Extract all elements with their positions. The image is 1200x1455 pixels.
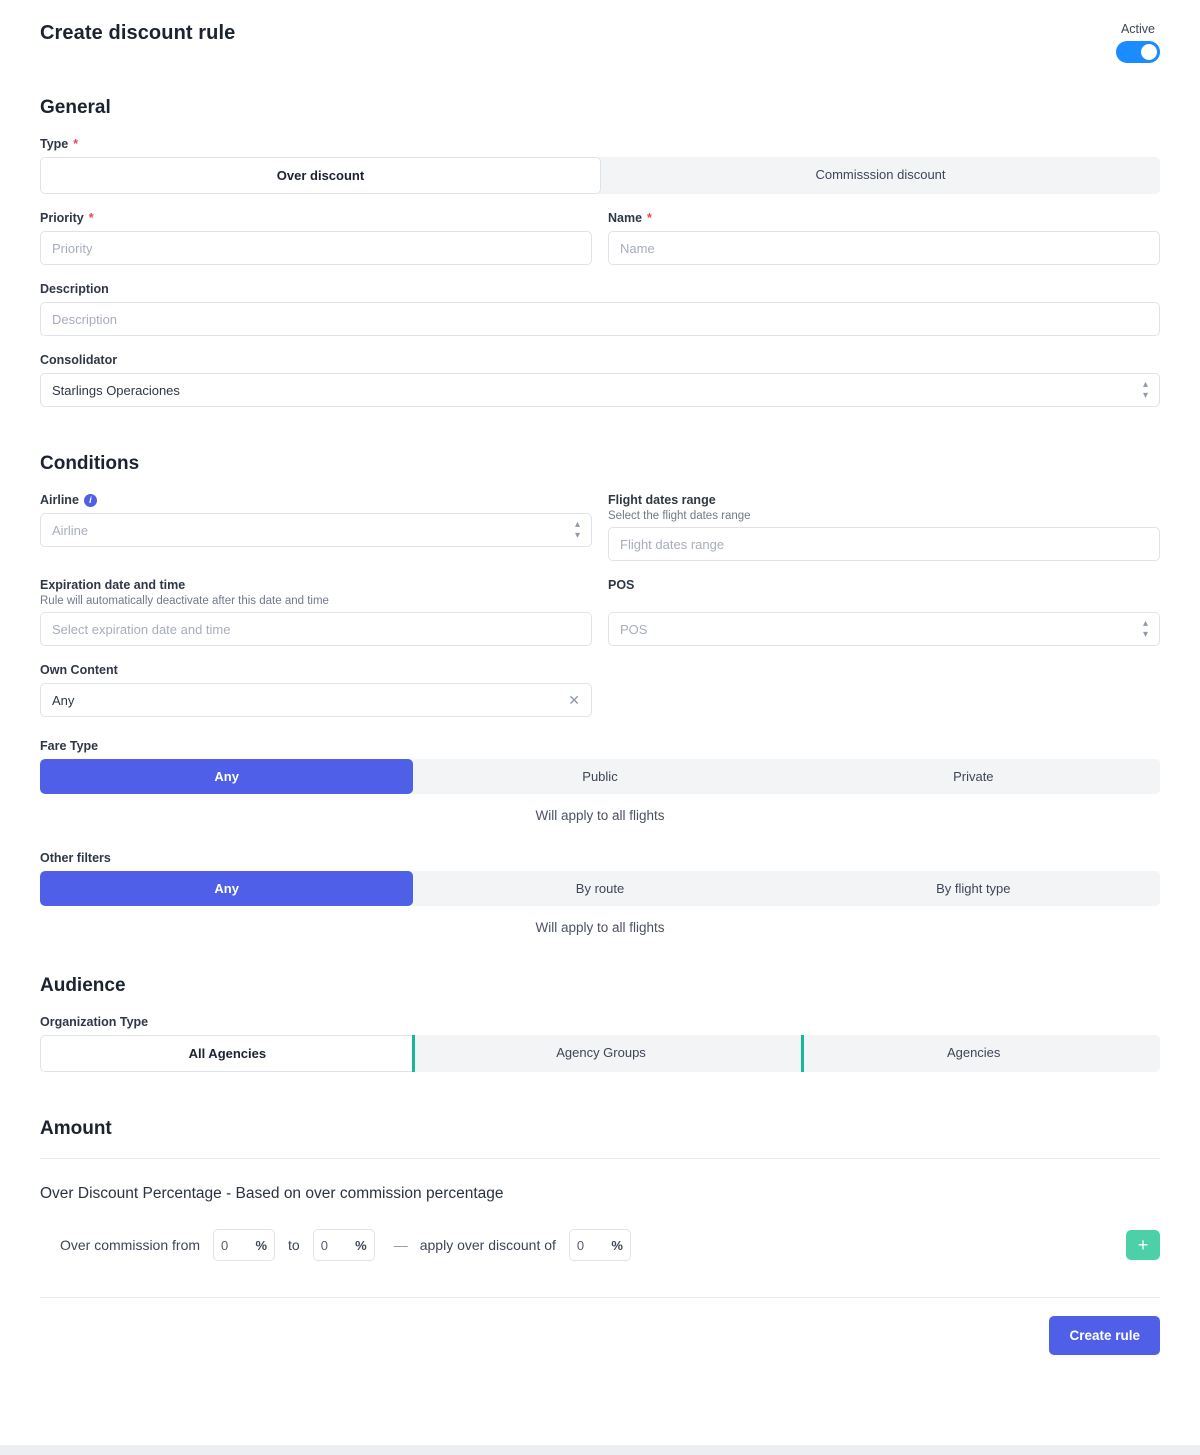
name-required-marker: * [647, 211, 652, 225]
fare-type-option-private[interactable]: Private [787, 759, 1160, 794]
consolidator-select[interactable] [40, 373, 1160, 407]
over-discount-value: 0 [576, 1237, 585, 1253]
own-content-value: Any [52, 692, 75, 708]
pos-value: POS [620, 621, 648, 637]
own-content-field [40, 663, 592, 717]
page-title: Create discount rule [40, 22, 236, 44]
organization-type-option-agency-groups[interactable]: Agency Groups [415, 1035, 788, 1072]
other-filters-option-any[interactable]: Any [40, 871, 413, 906]
own-content-label: Own Content [40, 663, 118, 677]
own-content-spacer [608, 663, 1160, 717]
organization-type-label: Organization Type [40, 1015, 149, 1029]
chevron-updown-icon: ▴ ▾ [574, 518, 580, 541]
amount-rule-row [40, 1229, 1160, 1283]
pos-field [608, 578, 1160, 646]
section-title-general: General [40, 97, 111, 118]
type-label-text: Type [40, 137, 69, 151]
active-toggle[interactable] [1116, 41, 1160, 63]
fare-type-option-public[interactable]: Public [413, 759, 786, 794]
name-input[interactable]: Name [608, 231, 1160, 265]
percent-icon: % [355, 1237, 367, 1253]
to-label: to [288, 1237, 300, 1253]
expiration-field [40, 578, 592, 646]
active-label: Active [1120, 22, 1156, 36]
pos-label: POS [608, 578, 635, 592]
over-commission-from-input[interactable] [213, 1229, 275, 1261]
section-title-amount: Amount [40, 1118, 112, 1139]
expiration-input[interactable]: Select expiration date and time [40, 612, 592, 646]
over-discount-input[interactable] [569, 1229, 631, 1261]
section-title-conditions: Conditions [40, 453, 140, 474]
fare-type-segmented-control [40, 759, 1160, 794]
chevron-updown-icon: ▴ ▾ [1142, 617, 1148, 640]
priority-label-text: Priority [40, 211, 84, 225]
flight-dates-label: Flight dates range [608, 493, 716, 507]
over-commission-from-value: 0 [221, 1237, 229, 1253]
expiration-label: Expiration date and time [40, 578, 186, 592]
page-header [40, 0, 1160, 63]
fare-type-note: Will apply to all flights [535, 808, 665, 823]
flight-dates-field [608, 493, 1160, 561]
expiration-hint: Rule will automatically deactivate after this date and time [40, 595, 329, 607]
active-toggle-group [1116, 22, 1160, 63]
other-filters-segmented-control [40, 871, 1160, 906]
priority-name-row [40, 211, 1160, 265]
over-commission-to-value: 0 [320, 1237, 328, 1253]
percent-icon: % [255, 1237, 268, 1253]
airline-field [40, 493, 592, 561]
priority-input[interactable]: Priority [40, 231, 592, 265]
create-rule-button[interactable]: Create rule [1049, 1316, 1160, 1355]
airline-label [40, 493, 592, 507]
organization-type-segmented-control [40, 1035, 1160, 1072]
dash-separator: — [393, 1237, 408, 1253]
chevron-updown-icon: ▴ ▾ [1142, 378, 1148, 401]
priority-required-marker: * [88, 211, 94, 225]
pos-spacer [608, 595, 1160, 607]
type-required-marker: * [73, 137, 79, 151]
flight-dates-input[interactable]: Flight dates range [608, 527, 1160, 561]
fare-type-label: Fare Type [40, 739, 99, 753]
amount-divider [40, 1158, 1160, 1159]
section-title-audience: Audience [40, 975, 126, 996]
add-row-button[interactable] [1126, 1230, 1160, 1260]
other-filters-field [40, 851, 1160, 935]
type-segmented-control [40, 157, 1160, 194]
amount-description: Over Discount Percentage - Based on over commission percentage [40, 1185, 504, 1202]
own-content-select[interactable] [40, 683, 592, 717]
airline-select[interactable] [40, 513, 592, 547]
name-field [608, 211, 1160, 265]
percent-icon: % [611, 1237, 623, 1253]
priority-field [40, 211, 592, 265]
organization-type-field [40, 1015, 1160, 1072]
expiration-pos-row [40, 578, 1160, 646]
description-input[interactable]: Description [40, 302, 1160, 336]
flight-dates-hint: Select the flight dates range [608, 510, 751, 522]
info-icon[interactable]: i [84, 494, 97, 507]
form-footer [40, 1298, 1160, 1355]
close-icon[interactable]: ✕ [568, 691, 580, 708]
plus-icon: + [1137, 1234, 1149, 1255]
other-filters-option-by-route[interactable]: By route [413, 871, 786, 906]
toggle-knob [1141, 44, 1157, 60]
consolidator-field [40, 353, 1160, 407]
type-option-over-discount[interactable]: Over discount [40, 157, 601, 194]
type-label [40, 137, 1160, 151]
priority-label [40, 211, 592, 225]
fare-type-field [40, 739, 1160, 823]
consolidator-value: Starlings Operaciones [52, 382, 180, 398]
apply-discount-label: apply over discount of [419, 1237, 556, 1253]
name-label [608, 211, 1160, 225]
pos-select[interactable] [608, 612, 1160, 646]
airline-flightdates-row [40, 493, 1160, 561]
other-filters-option-by-flight-type[interactable]: By flight type [787, 871, 1160, 906]
fare-type-option-any[interactable]: Any [40, 759, 413, 794]
type-option-commission-discount[interactable]: Commisssion discount [601, 157, 1160, 194]
airline-value: Airline [52, 522, 89, 538]
organization-type-option-agencies[interactable]: Agencies [787, 1035, 1160, 1072]
description-label: Description [40, 282, 109, 296]
over-commission-to-input[interactable] [313, 1229, 375, 1261]
name-label-text: Name [608, 211, 643, 225]
other-filters-label: Other filters [40, 851, 111, 865]
over-commission-from-label: Over commission from [60, 1237, 201, 1253]
consolidator-label: Consolidator [40, 353, 118, 367]
type-field [40, 137, 1160, 194]
description-field [40, 282, 1160, 336]
organization-type-option-all-agencies[interactable]: All Agencies [40, 1035, 415, 1072]
own-content-row [40, 663, 1160, 717]
airline-label-text: Airline [40, 493, 79, 507]
other-filters-note: Will apply to all flights [535, 920, 665, 935]
